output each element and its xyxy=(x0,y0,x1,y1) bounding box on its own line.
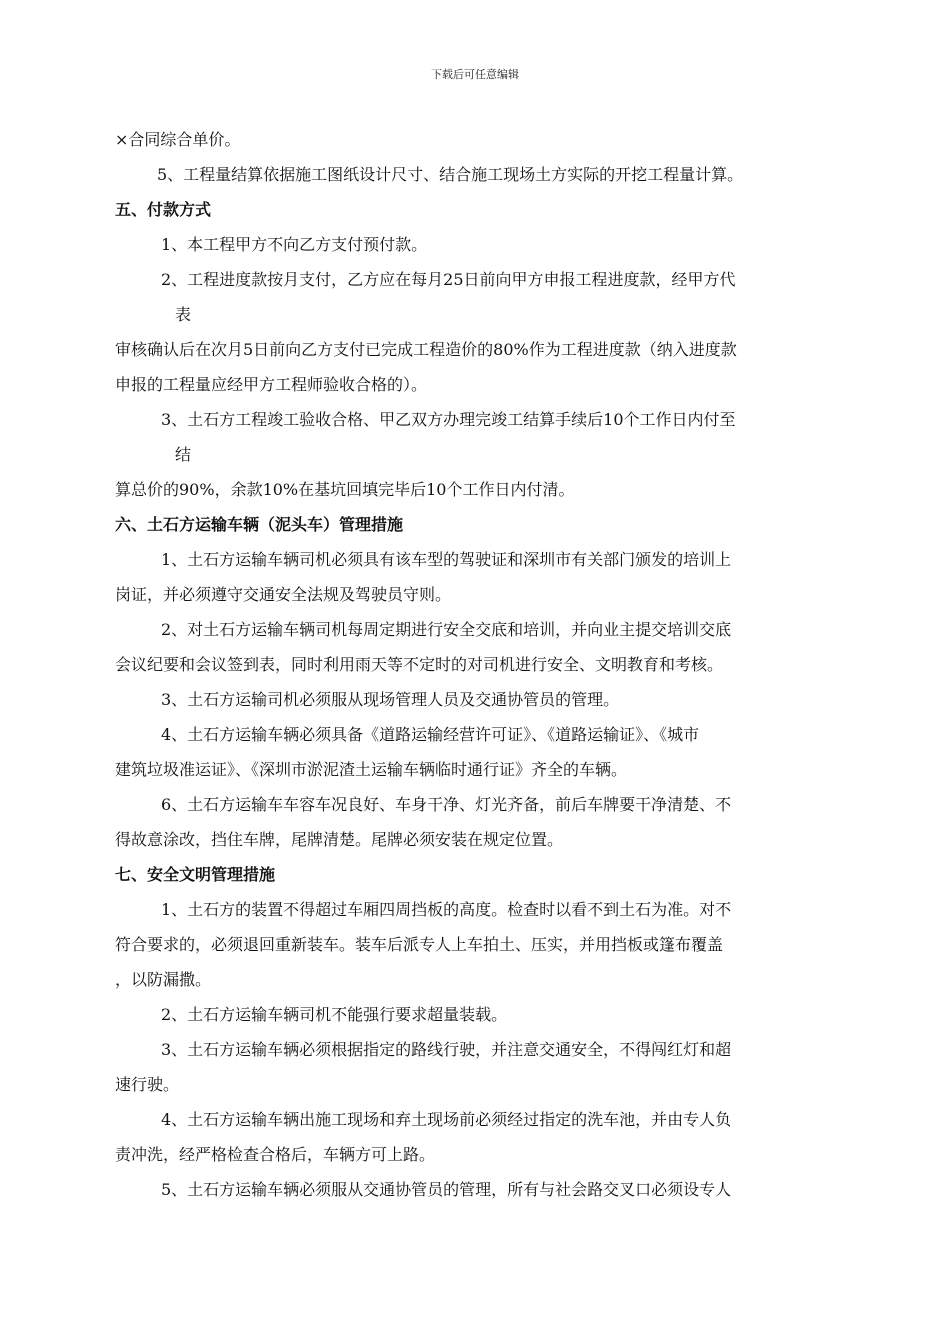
paragraph-line: 表 xyxy=(175,305,192,324)
paragraph-line: 1、土石方的装置不得超过车厢四周挡板的高度。检查时以看不到土石为准。对不 xyxy=(161,900,732,919)
paragraph-line: 符合要求的，必须退回重新装车。装车后派专人上车拍土、压实，并用挡板或篷布覆盖 xyxy=(115,935,724,954)
paragraph-line: 2、土石方运输车辆司机不能强行要求超量装载。 xyxy=(161,1005,508,1024)
document-body xyxy=(115,122,850,1207)
paragraph-line: 1、土石方运输车辆司机必须具有该车型的驾驶证和深圳市有关部门颁发的培训上 xyxy=(161,550,732,569)
paragraph-line: 4、土石方运输车辆必须具备《道路运输经营许可证》、《道路运输证》、《城市 xyxy=(161,725,700,744)
paragraph-line: 建筑垃圾准运证》、《深圳市淤泥渣土运输车辆临时通行证》齐全的车辆。 xyxy=(115,760,628,779)
paragraph-line: 速行驶。 xyxy=(115,1075,180,1094)
paragraph-line: 1、本工程甲方不向乙方支付预付款。 xyxy=(161,235,428,254)
section-heading: 六、土石方运输车辆（泥头车）管理措施 xyxy=(115,515,404,534)
section-heading: 五、付款方式 xyxy=(115,200,212,219)
paragraph-line: 会议纪要和会议签到表，同时利用雨天等不定时的对司机进行安全、文明教育和考核。 xyxy=(115,655,724,674)
paragraph-line: 算总价的90%，余款10%在基坑回填完毕后10个工作日内付清。 xyxy=(115,480,575,499)
paragraph-line: 结 xyxy=(175,445,192,464)
section-heading: 七、安全文明管理措施 xyxy=(115,865,276,884)
paragraph-line: 3、土石方运输司机必须服从现场管理人员及交通协管员的管理。 xyxy=(161,690,620,709)
paragraph-line: 岗证，并必须遵守交通安全法规及驾驶员守则。 xyxy=(115,585,452,604)
page-header: 下载后可任意编辑 xyxy=(431,68,519,81)
paragraph-line: 得故意涂改，挡住车牌，尾牌清楚。尾牌必须安装在规定位置。 xyxy=(115,830,564,849)
paragraph-line: 5、土石方运输车辆必须服从交通协管员的管理，所有与社会路交叉口必须设专人 xyxy=(161,1180,732,1199)
paragraph-line: 5、工程量结算依据施工图纸设计尺寸、结合施工现场土方实际的开挖工程量计算。 xyxy=(157,165,744,184)
paragraph-line: 2、对土石方运输车辆司机每周定期进行安全交底和培训，并向业主提交培训交底 xyxy=(161,620,732,639)
paragraph-line: 6、土石方运输车车容车况良好、车身干净、灯光齐备，前后车牌要干净清楚、不 xyxy=(161,795,732,814)
paragraph-line: 3、土石方运输车辆必须根据指定的路线行驶，并注意交通安全，不得闯红灯和超 xyxy=(161,1040,732,1059)
paragraph-line: 4、土石方运输车辆出施工现场和弃土现场前必须经过指定的洗车池，并由专人负 xyxy=(161,1110,732,1129)
paragraph-line: 申报的工程量应经甲方工程师验收合格的）。 xyxy=(115,375,428,394)
paragraph-line: ×合同综合单价。 xyxy=(115,130,241,149)
paragraph-line: 3、土石方工程竣工验收合格、甲乙双方办理完竣工结算手续后10个工作日内付至 xyxy=(161,410,736,429)
paragraph-line: 2、工程进度款按月支付，乙方应在每月25日前向甲方申报工程进度款，经甲方代 xyxy=(161,270,736,289)
paragraph-line: 审核确认后在次月5日前向乙方支付已完成工程造价的80%作为工程进度款（纳入进度款 xyxy=(115,340,737,359)
paragraph-line: 责冲洗，经严格检查合格后，车辆方可上路。 xyxy=(115,1145,436,1164)
paragraph-line: ，以防漏撒。 xyxy=(115,970,212,989)
